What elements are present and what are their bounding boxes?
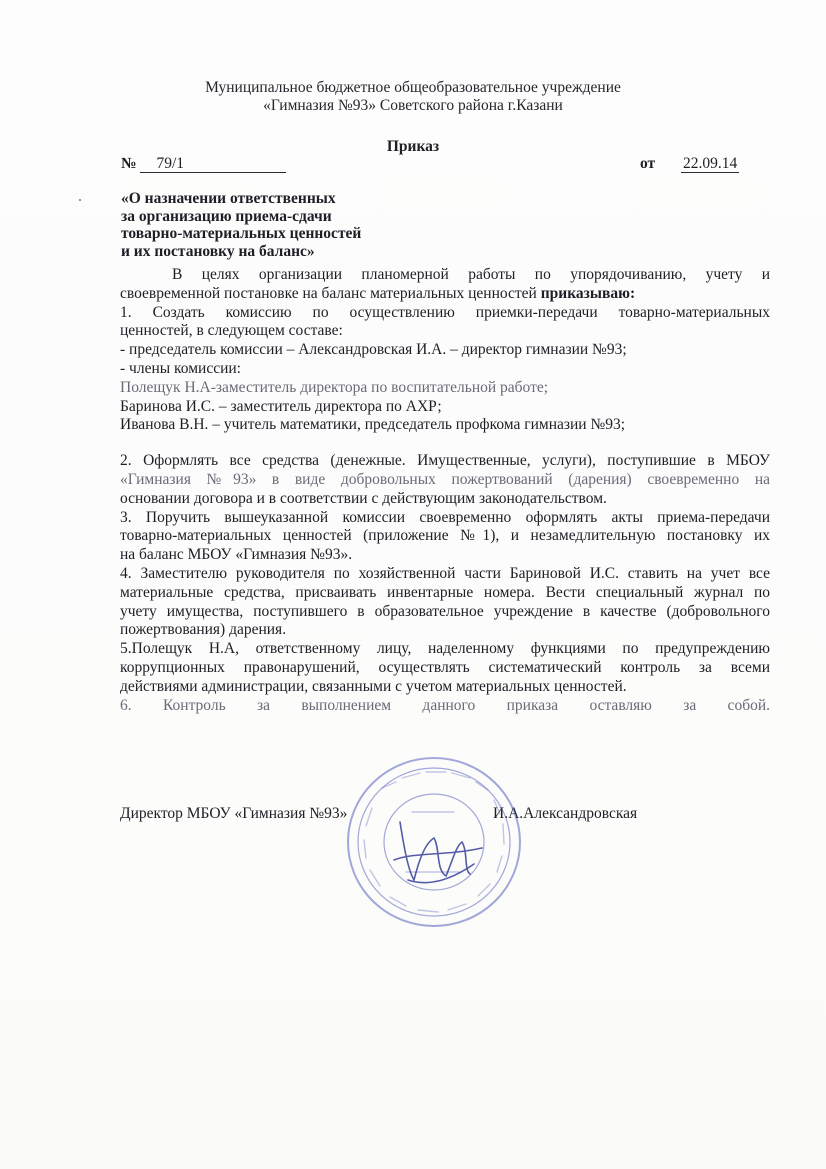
document-title: Приказ: [386, 138, 440, 155]
order-date: [640, 155, 739, 173]
commission-member: Иванова В.Н. – учитель математики, председатель профкома гимназии №93;: [120, 416, 626, 434]
subject-line: за организацию приема-сдачи: [121, 207, 332, 225]
paragraph-5-line: действиями администрации, связанными с учетом материальных ценностей.: [120, 677, 627, 695]
paragraph-3-line: 3. Поручить вышеуказанной комиссии своевременно оформлять акты приема-передачи: [120, 508, 770, 526]
paragraph-2-line: основании договора и в соответствии с действующим законодательством.: [120, 489, 607, 507]
org-name-line-2: «Гимназия №93» Советского района г.Казани: [263, 97, 563, 114]
paragraph-4-line: пожертвования) дарения.: [120, 621, 287, 639]
org-name-line-1: Муниципальное бюджетное общеобразовательное учреждение: [205, 79, 621, 96]
order-verb: приказываю:: [540, 284, 636, 302]
order-number-value: 79/1: [140, 156, 286, 173]
intro-text: своевременной постановке на баланс материальных ценностей: [120, 284, 537, 302]
signature-position: Директор МБОУ «Гимназия №93»: [120, 805, 348, 822]
order-date-value: 22.09.14: [683, 155, 738, 172]
paragraph-5-line: коррупционных правонарушений, осуществлять систематический контроль за всеми: [120, 658, 770, 676]
intro-line-2: [120, 285, 770, 304]
official-stamp-with-signature: [342, 752, 526, 932]
paragraph-2-line: 2. Оформлять все средства (денежные. Имущественные, услуги), поступившие в МБОУ: [120, 452, 770, 470]
subject-line: товарно-материальных ценностей: [121, 225, 362, 242]
paragraph-6-line: 6. Контроль за выполнением данного приказа оставляю за собой.: [120, 696, 770, 714]
signature-name: И.А.Александровская: [493, 805, 638, 822]
commission-members-label: - члены комиссии:: [120, 359, 241, 377]
paragraph-3-line: на баланс МБОУ «Гимназия №93».: [120, 546, 353, 564]
paragraph-1-line: 1. Создать комиссию по осуществлению приемки-передачи товарно-материальных: [120, 303, 770, 321]
paragraph-3-line: товарно-материальных ценностей (приложение №1), и незамедлительную постановку их: [120, 527, 770, 545]
paragraph-4-line: 4. Заместителю руководителя по хозяйственной части Бариновой И.С. ставить на учет все: [120, 564, 770, 582]
intro-line: В целях организации планомерной работы по упорядочиванию, учету и: [172, 266, 770, 283]
paragraph-4-line: материальные средства, присваивать инвентарные номера. Вести специальный журнал по: [120, 583, 770, 601]
paragraph-5-line: 5.Полещук Н.А, ответственному лицу, наделенному функциями по предупреждению: [120, 640, 770, 658]
order-number-label: №: [121, 155, 137, 172]
subject-line: и их постановку на баланс»: [121, 242, 315, 260]
commission-member: Полещук Н.А-заместитель директора по воспитательной работе;: [120, 378, 549, 396]
paragraph-4-line: учету имущества, поступившего в образовательное учреждение в качестве (добровольного: [120, 602, 770, 620]
scan-speck: [79, 199, 81, 201]
order-body: [120, 266, 770, 715]
order-subject: [121, 190, 361, 260]
commission-chair: - председатель комиссии – Александровская И.А. – директор гимназии №93;: [120, 341, 627, 359]
subject-line: «О назначении ответственных: [121, 190, 336, 207]
spacer: [120, 435, 770, 452]
paragraph-1-line: ценностей, в следующем составе:: [120, 322, 343, 340]
commission-member: Баринова И.С. – заместитель директора по АХР;: [120, 397, 442, 415]
paragraph-2-line: «Гимназия №93» в виде добровольных пожертвований (дарения) своевременно на: [120, 470, 770, 488]
order-date-label: от: [640, 155, 656, 172]
order-number: [121, 155, 286, 173]
